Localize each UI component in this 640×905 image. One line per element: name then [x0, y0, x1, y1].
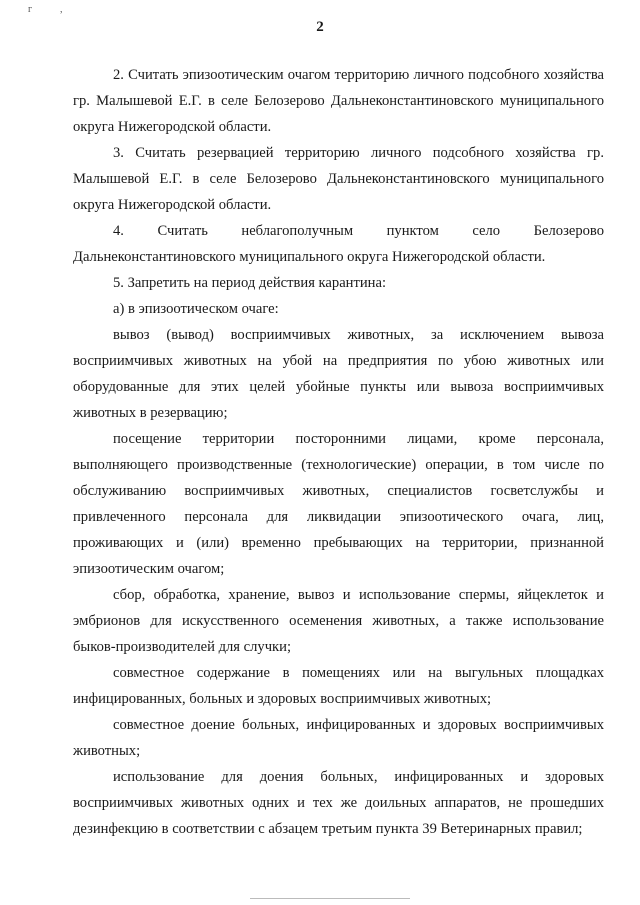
paragraph-item-4: 4. Считать неблагополучным пунктом село Белозерово Дальнеконстантиновского муниципального округа Нижегородской области.	[73, 223, 604, 265]
paragraph-subitem-a: а) в эпизоотическом очаге:	[113, 301, 279, 317]
bottom-divider	[250, 898, 410, 899]
paragraph-visit-ban: посещение территории посторонними лицами, кроме персонала, выполняющего производственные (технологические) операции, в том числе по обслуживанию восприимчивых животных, специалистов госветслужбы и привлеченного персонала для ликвидации эпизоотического очага, лиц, проживающих и (или) временно пребывающих на территории, признанной эпизоотическим очагом;	[73, 431, 604, 577]
paragraph-export-ban: вывоз (вывод) восприимчивых животных, за исключением вывоза восприимчивых животных на убой на предприятия по убою животных или оборудованные для этих целей убойные пункты или вывоза восприимчивых животных в резервацию;	[73, 327, 604, 421]
paragraph-joint-keeping-ban: совместное содержание в помещениях или на выгульных площадках инфицированных, больных и здоровых восприимчивых животных;	[73, 665, 604, 707]
corner-mark-left: г	[28, 4, 33, 15]
paragraph-semen-ban: сбор, обработка, хранение, вывоз и использование спермы, яйцеклеток и эмбрионов для искусственного осеменения животных, а также использование быков-производителей для случки;	[73, 587, 604, 655]
paragraph-item-5: 5. Запретить на период действия карантина:	[113, 275, 387, 291]
corner-mark-right: ,	[60, 4, 63, 15]
paragraph-milking-equipment-ban: использование для доения больных, инфицированных и здоровых восприимчивых животных одних и тех же доильных аппаратов, не прошедших дезинфекцию в соответствии с абзацем третьим пункта 39 Ветеринарных правил;	[73, 769, 604, 837]
page-number: 2	[316, 19, 324, 35]
paragraph-item-2: 2. Считать эпизоотическим очагом территорию личного подсобного хозяйства гр. Малышевой Е.Г. в селе Белозерово Дальнеконстантиновского муниципального округа Нижегородской области.	[73, 67, 604, 135]
document-body	[73, 62, 604, 842]
paragraph-item-3: 3. Считать резервацией территорию личного подсобного хозяйства гр. Малышевой Е.Г. в селе Белозерово Дальнеконстантиновского муниципального округа Нижегородской области.	[73, 145, 604, 213]
paragraph-joint-milking-ban: совместное доение больных, инфицированных и здоровых восприимчивых животных;	[73, 717, 604, 759]
